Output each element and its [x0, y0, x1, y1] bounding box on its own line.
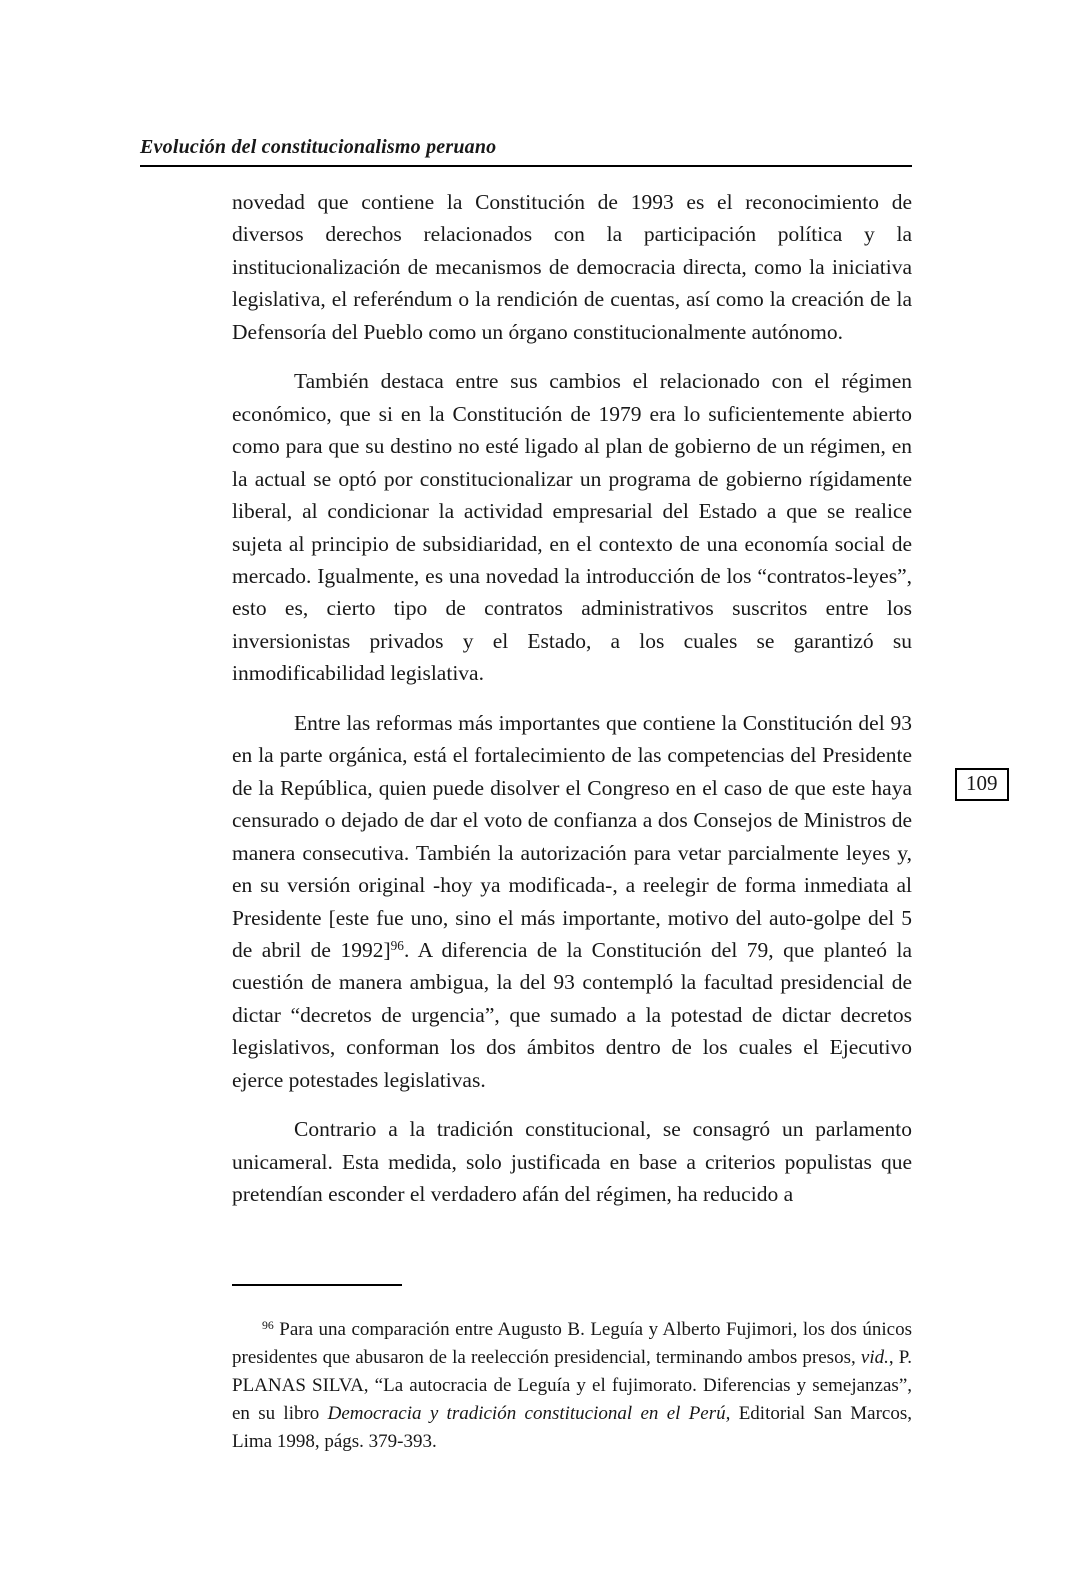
header-rule [140, 165, 912, 167]
footnote-rule [232, 1284, 402, 1286]
footnote-text: $^{96}$ Para una comparación entre Augusto B. Leguía y Alberto Fujimori, los dos únicos presidentes que abusaron de la reelección presidencial, terminando ambos presos, vid., P. PLANAS SILVA, “La autocracia de Leguía y el fujimorato. Diferencias y semejanzas”, en su libro Democracia y tradición constitucional en el Perú, Editorial San Marcos, Lima 1998, págs. 379-393. [232, 1318, 912, 1453]
body-text [232, 186, 912, 1228]
paragraph: También destaca entre sus cambios el relacionado con el régimen económico, que si en la Constitución de 1979 era lo suficientemente abierto como para que su destino no esté ligado al plan de gobierno de un régimen, en la actual se optó por constitucionalizar un programa de gobierno rígidamente liberal, al condicionar la actividad empresarial del Estado a que se realice sujeta al principio de subsidiaridad, en el contexto de una economía social de mercado. Igualmente, es una novedad la introducción de los “contratos-leyes”, esto es, cierto tipo de contratos administrativos suscritos entre los inversionistas privados y el Estado, a los cuales se garantizó su inmodificabilidad legislativa. [232, 369, 912, 686]
page-number-box [955, 768, 1009, 801]
running-header: Evolución del constitucionalismo peruano [140, 136, 497, 158]
paragraph: Entre las reformas más importantes que contiene la Constitución del 93 en la parte orgánica, está el fortalecimiento de las competencias del Presidente de la República, quien puede disolver el Congreso en el caso de que este haya censurado o dejado de dar el voto de confianza a dos Consejos de Ministros de manera consecutiva. También la autorización para vetar parcialmente leyes y, en su versión original -hoy ya modificada-, a reelegir de forma inmediata al Presidente [este fue uno, sino el más importante, motivo del auto-golpe del 5 de abril de 1992]$^{96}$. A diferencia de la Constitución del 79, que planteó la cuestión de manera ambigua, la del 93 contempló la facultad presidencial de dictar “decretos de urgencia”, que sumado a la potestad de dictar decretos legislativos, conforman los dos ámbitos dentro de los cuales el Ejecutivo ejerce potestades legislativas. [232, 710, 912, 1092]
page-number: 109 [966, 771, 998, 795]
paragraph: Contrario a la tradición constitucional, se consagró un parlamento unicameral. Esta medida, solo justificada en base a criterios populistas que pretendían esconder el verdadero afán del régimen, ha reducido a [232, 1117, 912, 1207]
paragraph: novedad que contiene la Constitución de 1993 es el reconocimiento de diversos derechos relacionados con la participación política y la institucionalización de mecanismos de democracia directa, como la iniciativa legislativa, el referéndum o la rendición de cuentas, así como la creación de la Defensoría del Pueblo como un órgano constitucionalmente autónomo. [232, 190, 912, 344]
